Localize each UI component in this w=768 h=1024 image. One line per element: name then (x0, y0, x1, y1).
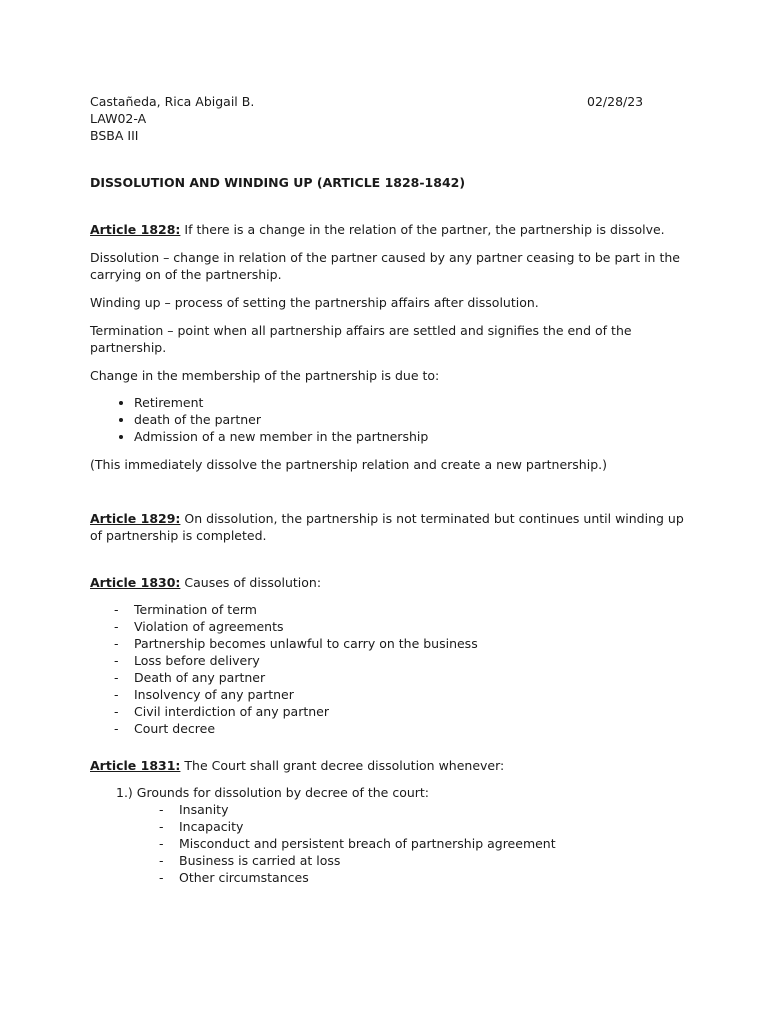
list-item: - Insolvency of any partner (90, 686, 690, 703)
list-item: - Termination of term (90, 601, 690, 618)
dissolution-causes-list (90, 601, 690, 737)
student-name: Castañeda, Rica Abigail B. (90, 94, 255, 109)
membership-change-intro: Change in the membership of the partnership is due to: (90, 368, 440, 383)
article-1831-label: Article 1831: (90, 758, 181, 773)
court-grounds-list (90, 801, 690, 886)
article-1831-text: The Court shall grant decree dissolution whenever: (180, 758, 505, 773)
list-item: - Partnership becomes unlawful to carry on the business (90, 635, 690, 652)
document-title: DISSOLUTION AND WINDING UP (ARTICLE 1828-1842) (90, 175, 466, 190)
membership-change-list (90, 394, 690, 445)
list-item: - Incapacity (90, 818, 690, 835)
article-1829 (90, 510, 690, 544)
article-1828 (90, 221, 690, 238)
article-1828-text: If there is a change in the relation of the partner, the partnership is dissolve. (180, 222, 665, 237)
termination-definition: Termination – point when all partnership affairs are settled and signifies the end of the partnership. (90, 323, 632, 355)
list-item: - Civil interdiction of any partner (90, 703, 690, 720)
winding-up-definition: Winding up – process of setting the partnership affairs after dissolution. (90, 295, 539, 310)
article-1830-text: Causes of dissolution: (180, 575, 322, 590)
document-page (90, 93, 690, 886)
list-item: - Violation of agreements (90, 618, 690, 635)
article-1828-label: Article 1828: (90, 222, 181, 237)
student-header (90, 93, 690, 144)
article-1830-label: Article 1830: (90, 575, 181, 590)
student-program: BSBA III (90, 128, 139, 143)
article-1830 (90, 574, 690, 591)
list-item: - Other circumstances (90, 869, 690, 886)
list-item: - Business is carried at loss (90, 852, 690, 869)
list-item: - Insanity (90, 801, 690, 818)
student-section: LAW02-A (90, 111, 147, 126)
numbered-item-1: 1.) Grounds for dissolution by decree of the court: (116, 785, 430, 800)
list-item: • Admission of a new member in the partnership (134, 428, 690, 445)
list-item: - Court decree (90, 720, 690, 737)
list-item: - Death of any partner (90, 669, 690, 686)
dissolution-definition: Dissolution – change in relation of the partner caused by any partner ceasing to be part in the carrying on of the partnership. (90, 250, 680, 282)
article-1829-label: Article 1829: (90, 511, 181, 526)
list-item: - Loss before delivery (90, 652, 690, 669)
article-1829-text: On dissolution, the partnership is not terminated but continues until winding up of partnership is completed. (90, 511, 684, 543)
membership-change-note: (This immediately dissolve the partnership relation and create a new partnership.) (90, 457, 607, 472)
document-date: 02/28/23 (587, 94, 644, 109)
list-item: • death of the partner (134, 411, 690, 428)
list-item: - Misconduct and persistent breach of partnership agreement (90, 835, 690, 852)
article-1831 (90, 757, 690, 774)
list-item: • Retirement (134, 394, 690, 411)
